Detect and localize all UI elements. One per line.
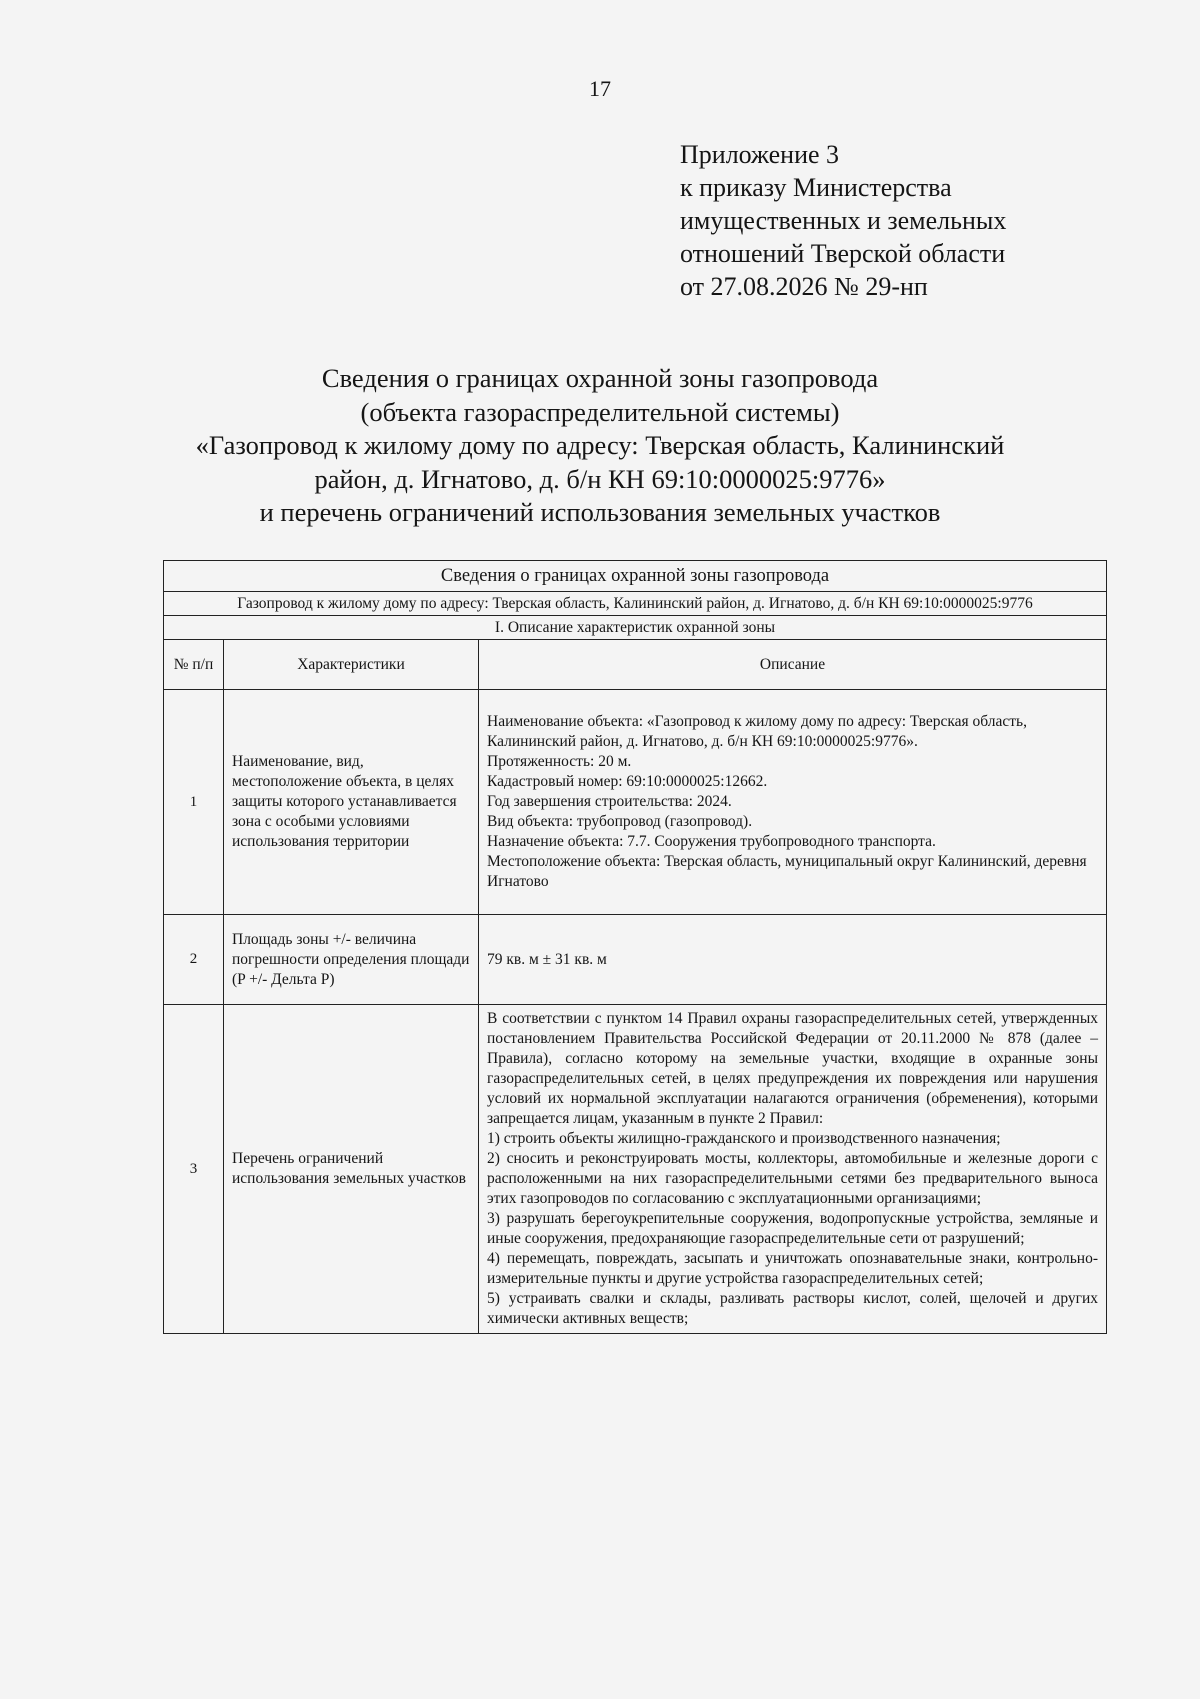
page-number: 17: [589, 76, 611, 101]
table-row: [164, 690, 1107, 915]
description-paragraph: 1) строить объекты жилищно-гражданского и производственного назначения;: [487, 1130, 1001, 1147]
row-number: 3: [164, 1005, 224, 1334]
description-line: Вид объекта: трубопровод (газопровод).: [487, 813, 753, 830]
description-line: 79 кв. м ± 31 кв. м: [487, 950, 607, 968]
description-line: Кадастровый номер: 69:10:0000025:12662.: [487, 773, 768, 790]
description-paragraph: 4) перемещать, повреждать, засыпать и уничтожать опознавательные знаки, контрольно-измерительные пункты и другие устройства газораспределительных сетей;: [487, 1250, 1099, 1287]
table-section-row: [164, 616, 1107, 640]
row-characteristic: Наименование, вид, местоположение объекта, в целях защиты которого устанавливается зона с особыми условиями использования территории: [224, 690, 479, 915]
row-number: 2: [164, 915, 224, 1005]
appendix-line: Приложение 3: [680, 140, 840, 169]
title-line: район, д. Игнатово, д. б/н КН 69:10:0000025:9776»: [314, 463, 886, 494]
row-description: [479, 1005, 1107, 1334]
description-line: Протяженность: 20 м.: [487, 753, 632, 770]
column-header-characteristics: Характеристики: [224, 640, 479, 690]
description-line: Назначение объекта: 7.7. Сооружения трубопроводного транспорта.: [487, 833, 936, 850]
table-header-row: [164, 561, 1107, 592]
description-line: Год завершения строительства: 2024.: [487, 793, 732, 810]
appendix-line: имущественных и земельных: [680, 206, 1007, 235]
table-row: [164, 915, 1107, 1005]
document-title: [0, 362, 1200, 530]
appendix-line: отношений Тверской области: [680, 239, 1006, 268]
table-column-header-row: [164, 640, 1107, 690]
table-object-name: Газопровод к жилому дому по адресу: Тверская область, Калининский район, д. Игнатово, д. б/н КН 69:10:0000025:9776: [164, 592, 1107, 616]
zone-table: [163, 560, 1107, 1334]
table-row: [164, 1005, 1107, 1334]
description-paragraph: 2) сносить и реконструировать мосты, коллекторы, автомобильные и железные дороги с расположенными на них газораспределительными сетями без предварительного выноса этих газопроводов по согласованию с эксплуатационными организациями;: [487, 1150, 1099, 1207]
column-header-description: Описание: [479, 640, 1107, 690]
description-line: Наименование объекта: «Газопровод к жилому дому по адресу: Тверская область, Калининский район, д. Игнатово, д. б/н КН 69:10:0000025:9776».: [487, 713, 1027, 750]
description-paragraph: В соответствии с пунктом 14 Правил охраны газораспределительных сетей, утвержденных постановлением Правительства Российской Федерации от 20.11.2000 № 878 (далее – Правила), согласно которому на земельные участки, входящие в охранные зоны газораспределительных сетей, в целях предупреждения их повреждения или нарушения условий их нормальной эксплуатации налагаются ограничения (обременения), которыми запрещается лицам, указанным в пункте 2 Правил:: [487, 1010, 1099, 1127]
appendix-line: от 27.08.2026 № 29-нп: [680, 272, 928, 301]
description-paragraph: 3) разрушать берегоукрепительные сооружения, водопропускные устройства, земляные и иные сооружения, предохраняющие газораспределительные сети от разрушений;: [487, 1210, 1099, 1247]
description-line: Местоположение объекта: Тверская область, муниципальный округ Калининский, деревня Игнатово: [487, 853, 1087, 890]
description-paragraph: 5) устраивать свалки и склады, разливать растворы кислот, солей, щелочей и других химически активных веществ;: [487, 1290, 1099, 1327]
table-section-title: I. Описание характеристик охранной зоны: [164, 616, 1107, 640]
row-description: [479, 690, 1107, 915]
title-line: (объекта газораспределительной системы): [360, 396, 840, 427]
title-line: Сведения о границах охранной зоны газопровода: [321, 363, 879, 393]
table-object-row: [164, 592, 1107, 616]
row-characteristic: Перечень ограничений использования земельных участков: [224, 1005, 479, 1334]
title-line: «Газопровод к жилому дому по адресу: Тверская область, Калининский: [195, 430, 1005, 460]
table-header: Сведения о границах охранной зоны газопровода: [164, 561, 1107, 592]
row-characteristic: Площадь зоны +/- величина погрешности определения площади (P +/- Дельта P): [224, 915, 479, 1005]
title-line: и перечень ограничений использования земельных участков: [259, 497, 941, 527]
row-number: 1: [164, 690, 224, 915]
column-header-num: № п/п: [164, 640, 224, 690]
row-description: [479, 915, 1107, 1005]
appendix-line: к приказу Министерства: [680, 173, 952, 202]
appendix-block: [680, 138, 1006, 303]
